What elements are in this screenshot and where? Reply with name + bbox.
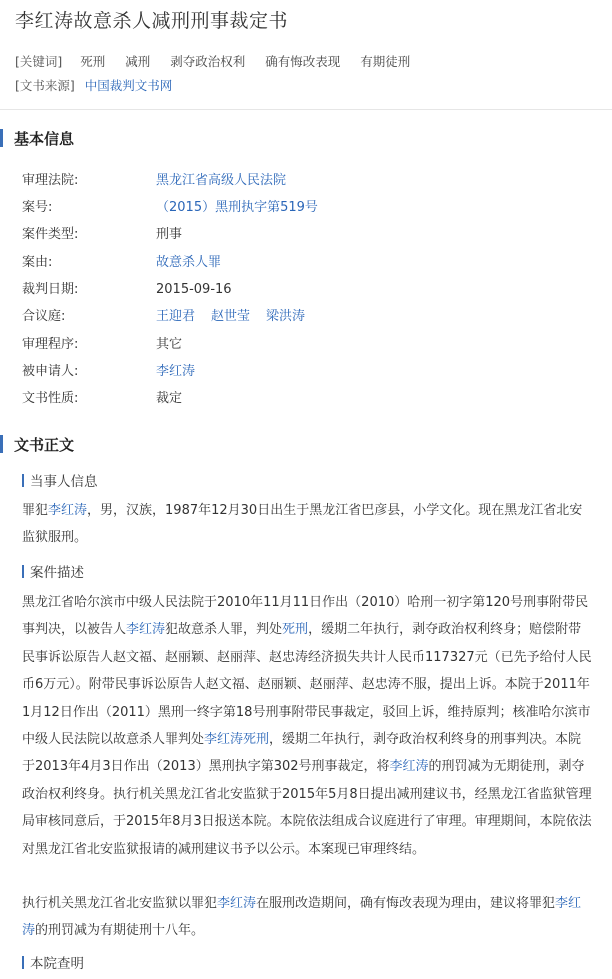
keyword-link[interactable]: 死刑: [243, 732, 270, 748]
section-marker: [0, 435, 3, 453]
info-label: 被申请人:: [22, 364, 79, 379]
info-row-judgment-date: [22, 278, 232, 298]
info-row-procedure: [22, 333, 182, 353]
info-row-panel: [22, 305, 321, 325]
keyword-tag[interactable]: 有期徒刑: [360, 54, 411, 69]
case-type-value: 刑事: [156, 227, 183, 242]
info-row-case-number: [22, 196, 318, 216]
info-row-case-type: [22, 223, 182, 243]
defendant-name-link[interactable]: 李红涛: [126, 622, 166, 638]
source-row: [15, 76, 172, 94]
text-run: 的刑罚减为有期徒刑十八年。: [35, 923, 205, 939]
text-run: ，缓期二年执行，剥夺政治权利终身的刑事判决。本院于2013年4月3日作出（2013）黑刑执字第302号刑事裁定，将: [22, 732, 582, 775]
section-title-document: 文书正文: [14, 436, 75, 454]
defendant-name-link[interactable]: 李红涛: [204, 732, 244, 748]
judge-link[interactable]: 赵世莹: [211, 309, 251, 324]
subsection-title-parties: 当事人信息: [22, 470, 98, 490]
judgment-date-value: 2015-09-16: [156, 282, 232, 297]
subsection-title-findings: 本院查明: [22, 952, 84, 972]
source-label: [文书来源]: [15, 78, 75, 93]
defendant-name-link[interactable]: 李红涛: [217, 896, 257, 911]
defendant-name-link[interactable]: 李红涛: [22, 896, 582, 939]
info-row-doc-nature: [22, 387, 182, 407]
text-run: 犯故意杀人罪，判处: [165, 622, 283, 638]
court-link[interactable]: 黑龙江省高级人民法院: [156, 173, 287, 188]
text-run: 黑龙江省哈尔滨市中级人民法院于2010年11月11日作出（2010）哈刑一初字第120号刑事附带民事判决，以被告人: [22, 595, 589, 638]
info-label: 审理法院:: [22, 173, 79, 188]
info-label: 案由:: [22, 255, 53, 270]
case-paragraph-2: [22, 890, 592, 945]
info-label: 案号:: [22, 200, 53, 215]
info-label: 裁判日期:: [22, 282, 79, 297]
source-link[interactable]: 中国裁判文书网: [84, 78, 173, 93]
defendant-name-link[interactable]: 李红涛: [389, 759, 429, 775]
text-run: ，缓期二年执行，剥夺政治权利终身；赔偿附带民事诉讼原告人赵文福、赵丽颖、赵丽萍、赵忠涛经济损失共计人民币117327元（已先予给付人民币6万元）。附带民事诉讼原告人赵文福、赵丽颖、赵丽萍、赵忠涛不服，提出上诉。本院于2011年1月12日作出（2011）黑刑一终字第18号刑事附带民事裁定，驳回上诉，维持原判；核准哈尔滨市中级人民法院以故意杀人罪判处: [22, 622, 592, 748]
subsection-title-case: 案件描述: [22, 561, 84, 581]
keywords-label: [关键词]: [15, 54, 63, 69]
info-label: 文书性质:: [22, 391, 79, 406]
section-marker: [0, 129, 3, 147]
doc-nature-value: 裁定: [156, 391, 183, 406]
text-run: 的刑罚减为无期徒刑，剥夺政治权利终身。执行机关黑龙江省北安监狱于2015年5月8日提出减刑建议书，经黑龙江省监狱管理局审核同意后，于2015年8月3日报送本院。本院依法组成合议庭进行了审理。审理期间，本院依法对黑龙江省北安监狱报请的减刑建议书予以公示。本案现已审理终结。: [22, 759, 592, 857]
page-title: 李红涛故意杀人减刑刑事裁定书: [15, 10, 289, 32]
info-label: 合议庭:: [22, 309, 66, 324]
procedure-value: 其它: [156, 337, 183, 352]
info-row-respondent: [22, 360, 195, 380]
keyword-tag[interactable]: 确有悔改表现: [265, 54, 341, 69]
section-title-basic-info: 基本信息: [14, 130, 75, 148]
text-run: 罪犯: [22, 503, 49, 518]
text-run: 执行机关黑龙江省北安监狱以罪犯: [22, 896, 218, 911]
keyword-link[interactable]: 死刑: [282, 622, 309, 638]
info-row-cause: [22, 251, 221, 271]
case-paragraph: [22, 589, 592, 863]
keyword-tag[interactable]: 死刑: [80, 54, 106, 69]
divider: [0, 109, 612, 110]
info-label: 案件类型:: [22, 227, 79, 242]
info-row-court: [22, 169, 286, 189]
judge-link[interactable]: 梁洪涛: [266, 309, 306, 324]
keyword-tag[interactable]: 减刑: [125, 54, 151, 69]
text-run: ，男，汉族，1987年12月30日出生于黑龙江省巴彦县，小学文化。现在黑龙江省北安监狱服刑。: [22, 503, 583, 546]
case-number-link[interactable]: （2015）黑刑执字第519号: [156, 200, 318, 215]
cause-link[interactable]: 故意杀人罪: [156, 255, 222, 270]
defendant-name-link[interactable]: 李红涛: [48, 503, 88, 518]
text-run: 在服刑改造期间，确有悔改表现为理由，建议将罪犯: [256, 896, 556, 911]
judge-link[interactable]: 王迎君: [156, 309, 196, 324]
party-paragraph: [22, 497, 592, 552]
keywords-row: [15, 52, 426, 70]
keyword-tag[interactable]: 剥夺政治权利: [170, 54, 246, 69]
info-label: 审理程序:: [22, 337, 79, 352]
respondent-link[interactable]: 李红涛: [156, 364, 196, 379]
